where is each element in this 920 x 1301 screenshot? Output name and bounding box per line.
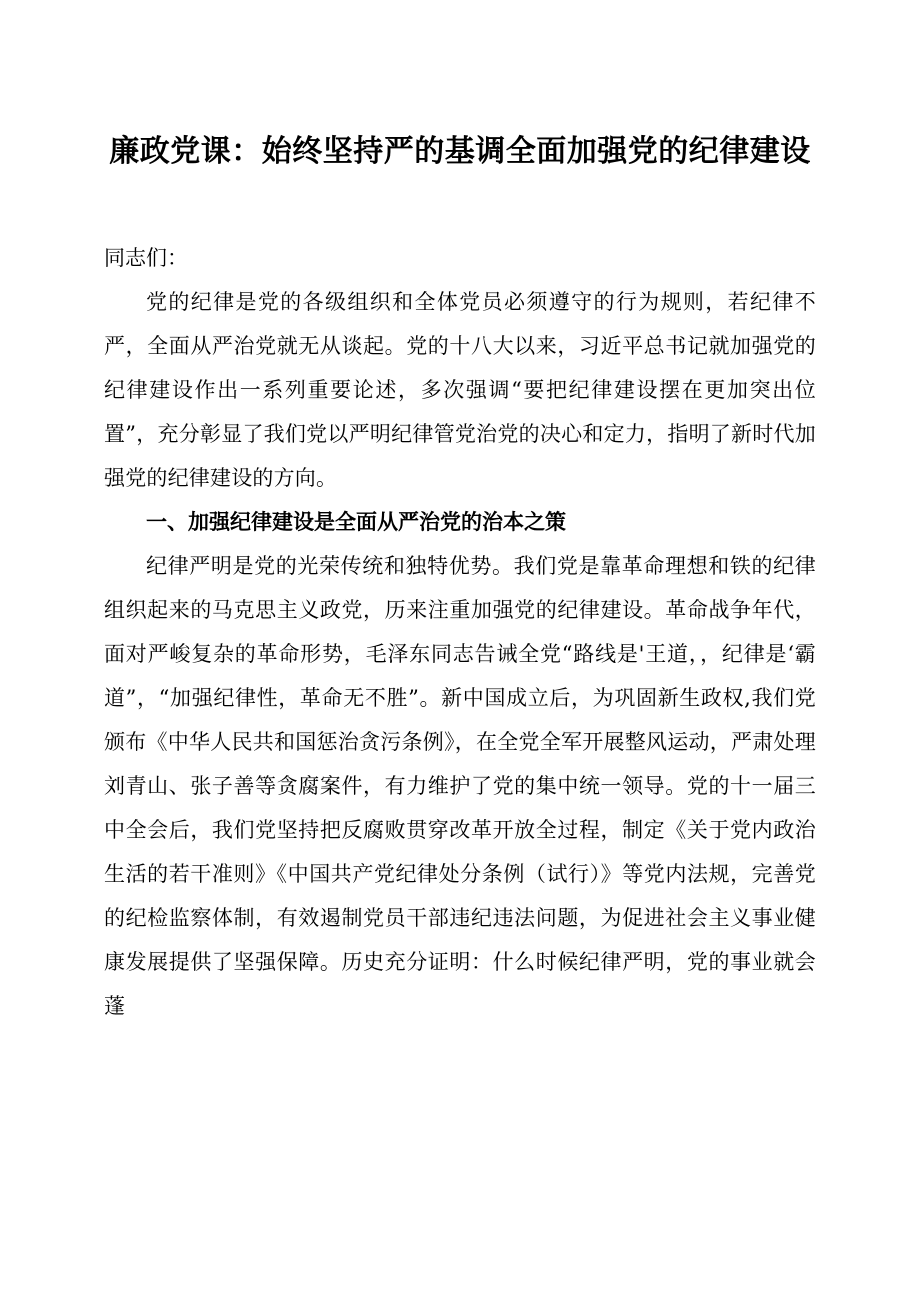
salutation: 同志们：	[104, 246, 188, 270]
section-heading-one: 一、加强纪律建设是全面从严治党的治本之策	[146, 510, 566, 534]
intro-paragraph: 党的纪律是党的各级组织和全体党员必须遵守的行为规则，若纪律不严，全面从严治党就无从谈起。党的十八大以来，习近平总书记就加强党的纪律建设作出一系列重要论述，多次强调“要把纪律建设摆在更加突出位置”，充分彰显了我们党以严明纪律管党治党的决心和定力，指明了新时代加强党的纪律建设的方向。	[104, 290, 816, 490]
section-paragraph-one: 纪律严明是党的光荣传统和独特优势。我们党是靠革命理想和铁的纪律组织起来的马克思主义政党，历来注重加强党的纪律建设。革命战争年代，面对严峻复杂的革命形势，毛泽东同志告诫全党“路线是'王道，，纪律是‘霸道”，“加强纪律性，革命无不胜”。新中国成立后，为巩固新生政权,我们党颁布《中华人民共和国惩治贪污条例》，在全党全军开展整风运动，严肃处理刘青山、张子善等贪腐案件，有力维护了党的集中统一领导。党的十一届三中全会后，我们党坚持把反腐败贯穿改革开放全过程，制定《关于党内政治生活的若干准则》《中国共产党纪律处分条例（试行）》等党内法规，完善党的纪检监察体制，有效遏制党员干部违纪违法问题，为促进社会主义事业健康发展提供了坚强保障。历史充分证明：什么时候纪律严明，党的事业就会蓬	[104, 554, 816, 1018]
page-title: 廉政党课：始终坚持严的基调全面加强党的纪律建设	[109, 134, 811, 169]
